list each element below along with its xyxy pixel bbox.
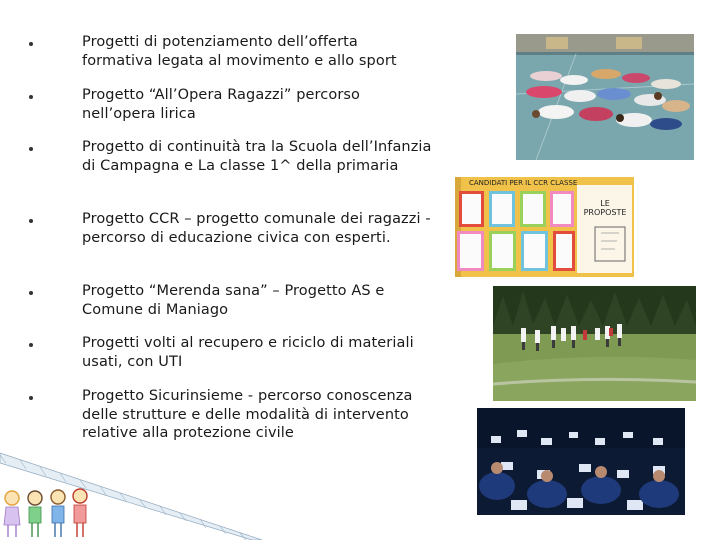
ccr-poster-photo — [455, 177, 634, 277]
protezione-civile-photo — [477, 408, 685, 515]
poster-heading: CANDIDATI PER IL CCR CLASSE — [469, 179, 578, 187]
list-item: Progetti di potenziamento dell’offerta formativa legata al movimento e allo sport — [82, 34, 397, 69]
children-drawing-decoration — [0, 445, 270, 544]
list-item: Progetto di continuità tra la Scuola dell’Infanzia di Campagna e La classe 1^ della primaria — [82, 139, 432, 174]
bullet-dot — [28, 218, 36, 226]
bullet-dot — [28, 94, 36, 102]
list-item: Progetto CCR – progetto comunale dei ragazzi - percorso di educazione civica con esperti. — [82, 211, 431, 246]
poster-proposals-label: LE PROPOSTE — [583, 199, 627, 217]
bullet-dot — [28, 342, 36, 350]
bullet-dot — [28, 395, 36, 403]
list-item: Progetto “All’Opera Ragazzi” percorso nell’opera lirica — [82, 87, 361, 122]
bullet-dot — [28, 41, 36, 49]
list-item: Progetto Sicurinsieme - percorso conoscenza delle strutture e delle modalità di intervento relative alla protezione civile — [82, 388, 413, 441]
list-item: Progetti volti al recupero e riciclo di materiali usati, con UTI — [82, 335, 414, 370]
list-item: Progetto “Merenda sana” – Progetto AS e Comune di Maniago — [82, 283, 385, 318]
forest-photo — [493, 286, 696, 401]
bullet-dot — [28, 290, 36, 298]
bullet-dot — [28, 146, 36, 154]
gym-photo — [516, 34, 694, 160]
